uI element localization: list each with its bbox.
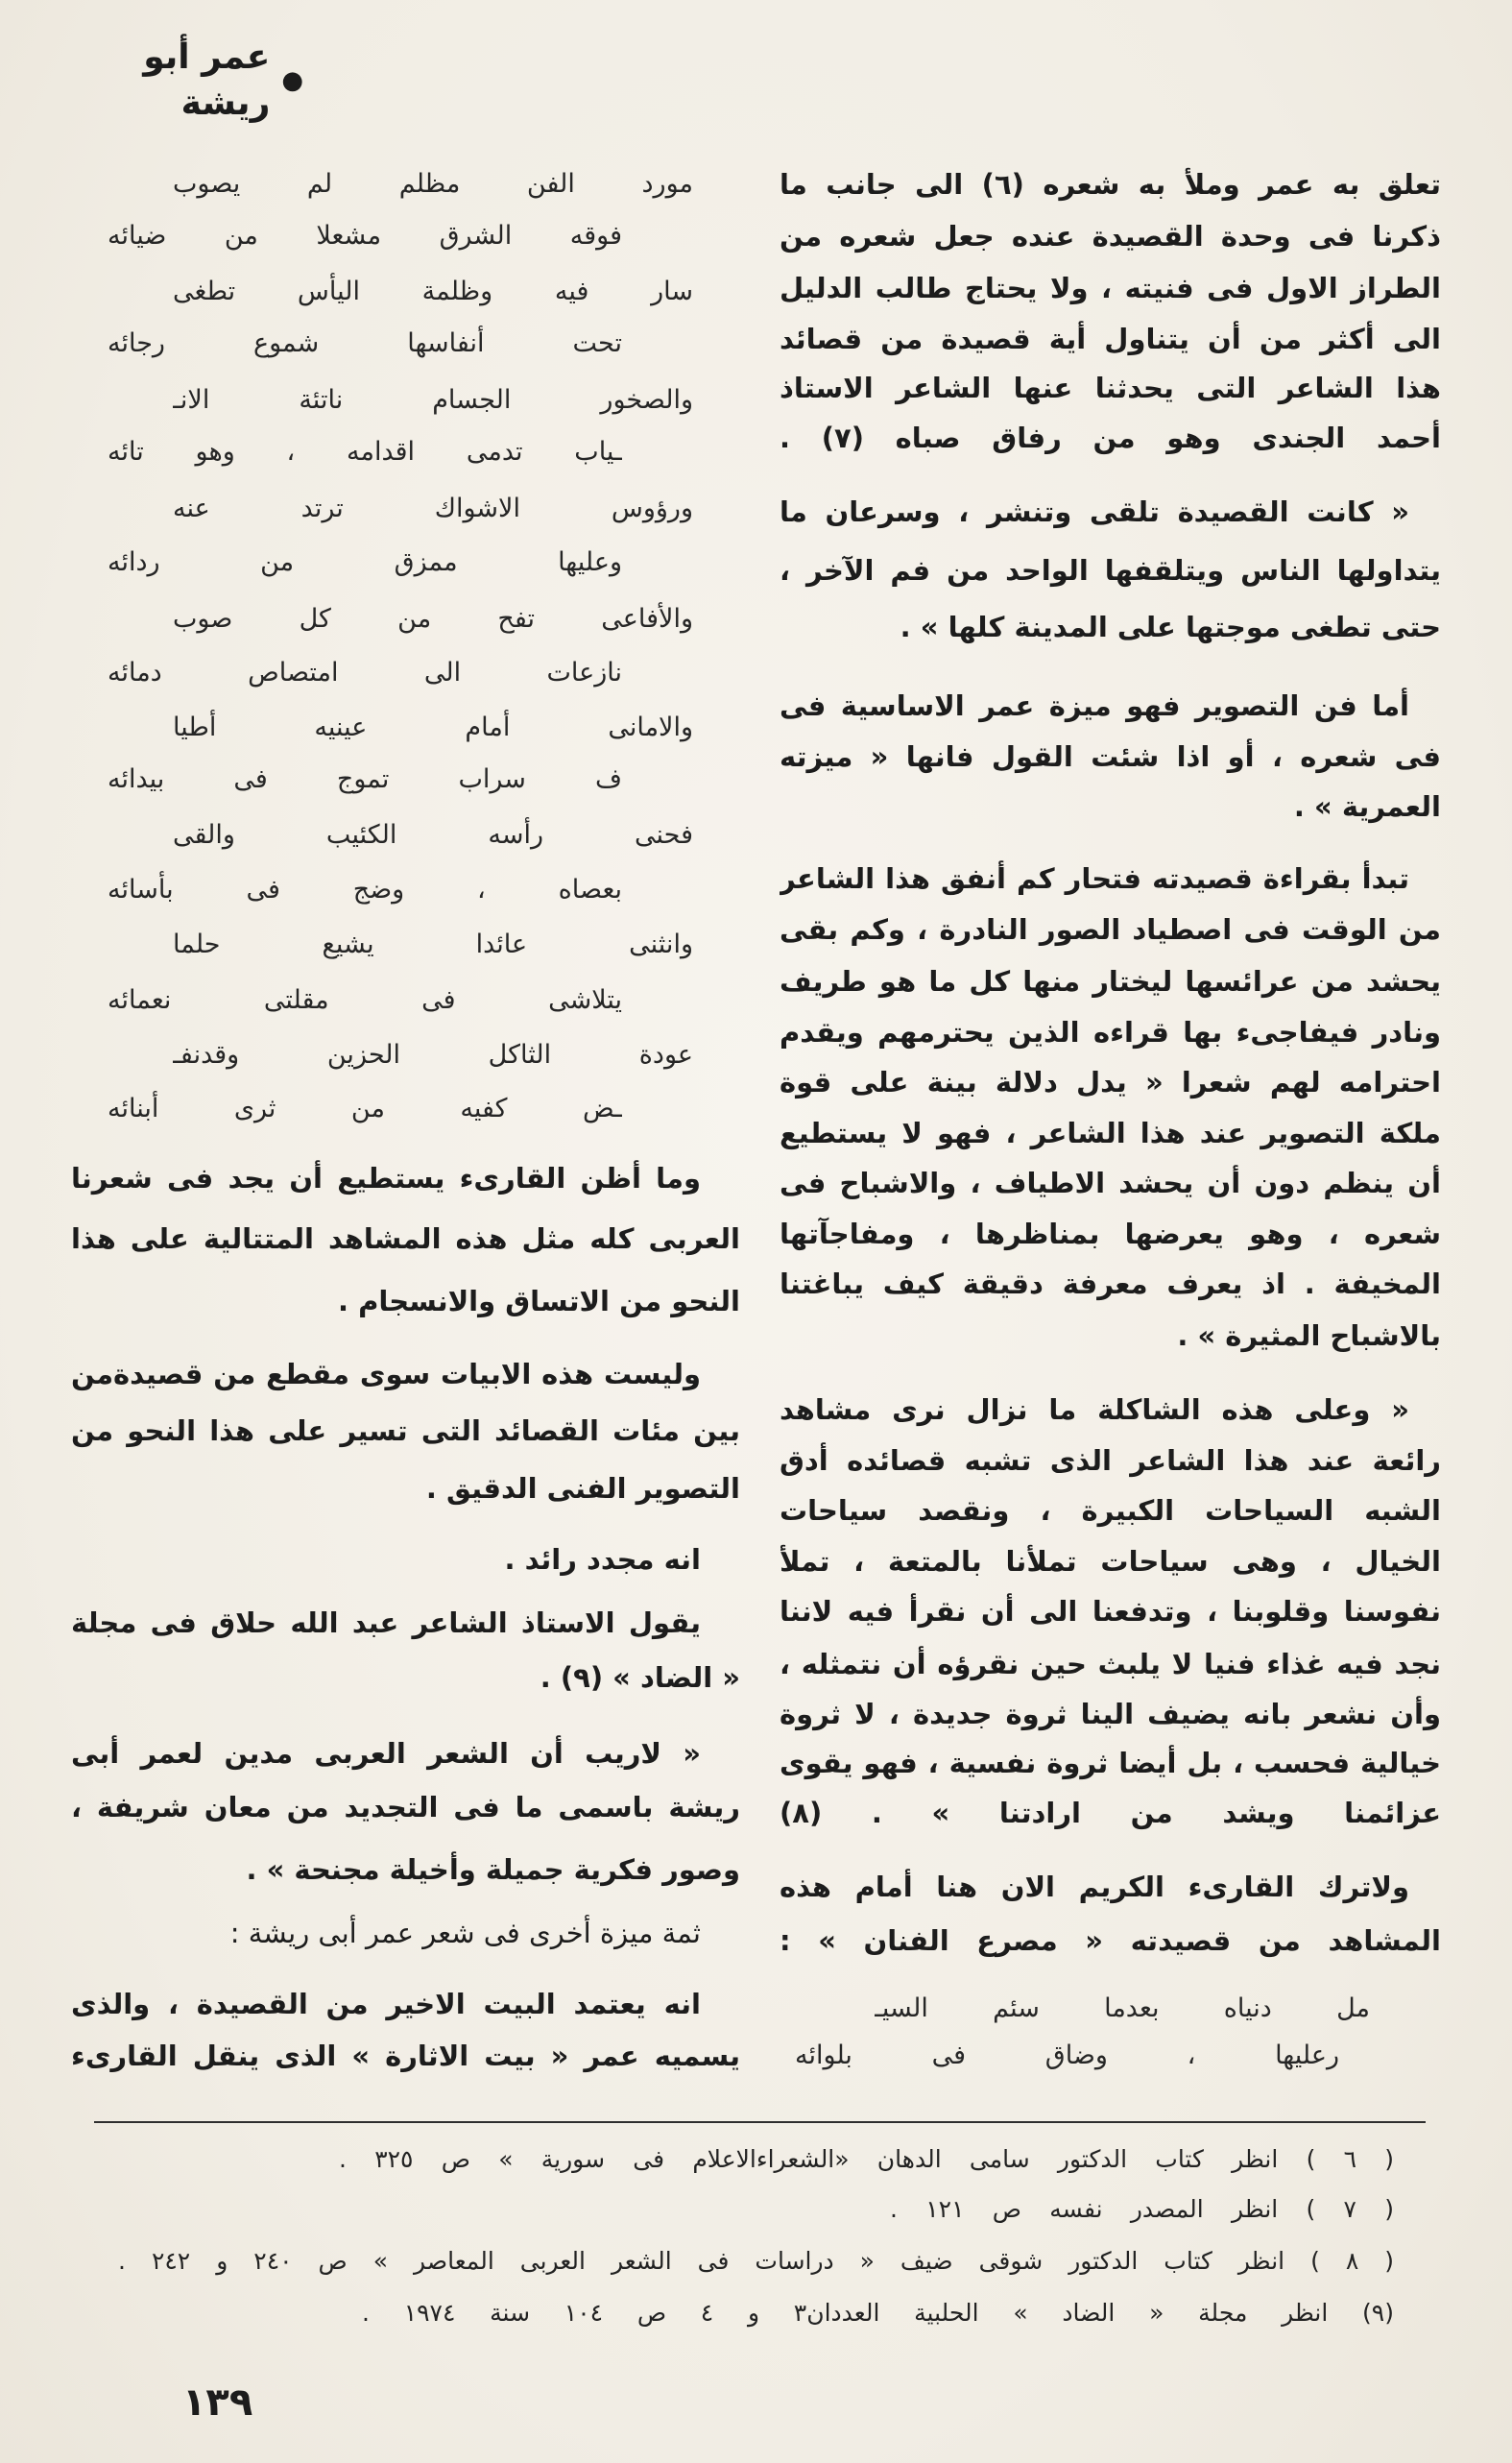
text-line: بين مئات القصائد التى تسير على هذا النحو من xyxy=(71,1414,740,1447)
text-line: ونادر فيفاجىء بها قراءه الذين يحترمهم ويقدم xyxy=(780,1016,1441,1049)
text-line: النحو من الاتساق والانسجام . xyxy=(338,1285,740,1317)
text-line: انه يعتمد البيت الاخير من القصيدة ، والذى xyxy=(71,1988,701,2020)
text-line: أن ينظم دون أن يحشد الاطياف ، والاشباح فى xyxy=(780,1167,1441,1199)
poem-line: والامانى أمام عينيه أطيا xyxy=(173,712,693,742)
text-line: فى شعره ، أو اذا شئت القول فانها « ميزته xyxy=(780,740,1441,773)
text-line: « كانت القصيدة تلقى وتنشر ، وسرعان ما xyxy=(780,495,1409,528)
poem-line: عودة الثاكل الحزين وقدنفـ xyxy=(173,1040,693,1070)
poem-line: مورد الفن مظلم لم يصوب xyxy=(173,169,693,199)
poem-line: نازعات الى امتصاص دمائه xyxy=(108,658,622,688)
text-line: انه مجدد رائد . xyxy=(504,1543,701,1576)
text-line: وأن نشعر بانه يضيف الينا ثروة جديدة ، لا ثروة xyxy=(780,1698,1441,1730)
text-line: ريشة باسمى ما فى التجديد من معان شريفة ، xyxy=(71,1791,740,1823)
footnote: (٩) انظر مجلة « الضاد » الحلبية العددان٣ و ٤ ص ١٠٤ سنة ١٩٧٤ . xyxy=(362,2299,1394,2327)
text-line: عزائمنا ويشد من ارادتنا » . (٨) xyxy=(780,1797,1441,1829)
text-line: هذا الشاعر التى يحدثنا عنها الشاعر الاستاذ xyxy=(780,372,1441,404)
text-line: ذكرنا فى وحدة القصيدة عنده جعل شعره من xyxy=(780,220,1441,253)
text-line: المشاهد من قصيدته « مصرع الفنان » : xyxy=(780,1924,1441,1957)
text-line: يحشد من عرائسها ليختار منها كل ما هو طريف xyxy=(780,965,1441,998)
text-line: أحمد الجندى وهو من رفاق صباه (٧) . xyxy=(780,422,1441,454)
text-line: احترامه لهم شعرا « يدل دلالة بينة على قوة xyxy=(780,1066,1441,1099)
poem-line: ورؤوس الاشواك ترتد عنه xyxy=(173,494,693,523)
text-line: أما فن التصوير فهو ميزة عمر الاساسية فى xyxy=(780,689,1409,722)
poem-line: ـياب تدمى اقدامه ، وهو تائه xyxy=(108,437,622,467)
text-line: الشبه السياحات الكبيرة ، ونقصد سياحات xyxy=(780,1494,1441,1527)
poem-line: ف سراب تموج فى بيدائه xyxy=(108,764,622,794)
text-line: بالاشباح المثيرة » . xyxy=(1177,1319,1441,1352)
poem-line: والصخور الجسام ناتئة الانـ xyxy=(173,385,693,415)
text-line: الى أكثر من أن يتناول أية قصيدة من قصائد xyxy=(780,323,1441,355)
footnote: ( ٦ ) انظر كتاب الدكتور سامى الدهان «الشعراءالاعلام فى سورية » ص ٣٢٥ . xyxy=(339,2145,1394,2173)
text-line: ثمة ميزة أخرى فى شعر عمر أبى ريشة : xyxy=(229,1917,701,1949)
text-line: « وعلى هذه الشاكلة ما نزال نرى مشاهد xyxy=(780,1393,1409,1426)
poem-line: فوقه الشرق مشعلا من ضيائه xyxy=(108,221,622,251)
poem-line: سار فيه وظلمة اليأس تطغى xyxy=(173,277,693,306)
running-header-title: عمر أبو ريشة xyxy=(143,37,271,123)
text-line: من الوقت فى اصطياد الصور النادرة ، وكم بقى xyxy=(780,913,1441,946)
poem-line: رعليها ، وضاق فى بلوائه xyxy=(795,2040,1339,2070)
poem-line: بعصاه ، وضج فى بأسائه xyxy=(108,875,622,905)
footnote-separator xyxy=(94,2121,1426,2123)
footnote: ( ٧ ) انظر المصدر نفسه ص ١٢١ . xyxy=(890,2195,1394,2223)
text-line: العربى كله مثل هذه المشاهد المتتالية على هذا xyxy=(71,1222,740,1255)
text-line: ولاترك القارىء الكريم الان هنا أمام هذه xyxy=(780,1871,1409,1903)
poem-line: فحنى رأسه الكئيب والقى xyxy=(173,820,693,850)
text-line: تعلق به عمر وملأ به شعره (٦) الى جانب ما xyxy=(780,168,1441,201)
poem-line: وعليها ممزق من ردائه xyxy=(108,547,622,577)
poem-line: يتلاشى فى مقلتى نعمائه xyxy=(108,985,622,1015)
text-line: وصور فكرية جميلة وأخيلة مجنحة » . xyxy=(246,1853,740,1886)
text-line: تبدأ بقراءة قصيدته فتحار كم أنفق هذا الشاعر xyxy=(780,862,1409,895)
page-number: ١٣٩ xyxy=(182,2380,253,2425)
footnote: ( ٨ ) انظر كتاب الدكتور شوقى ضيف « دراسات فى الشعر العربى المعاصر » ص ٢٤٠ و ٢٤٢ . xyxy=(118,2247,1394,2275)
text-line: يقول الاستاذ الشاعر عبد الله حلاق فى مجلة xyxy=(71,1606,701,1639)
text-line: نجد فيه غذاء فنيا لا يلبث حين نقرؤه أن نتمثله ، xyxy=(780,1648,1441,1680)
poem-line: مل دنياه بعدما سئم السيـ xyxy=(875,1993,1370,2023)
text-line: وليست هذه الابيات سوى مقطع من قصيدةمن xyxy=(71,1358,701,1390)
text-line: وما أظن القارىء يستطيع أن يجد فى شعرنا xyxy=(71,1162,701,1195)
running-header xyxy=(54,37,303,123)
text-line: المخيفة . اذ يعرف معرفة دقيقة كيف يباغتنا xyxy=(780,1268,1441,1300)
text-line: خيالية فحسب ، بل أيضا ثروة نفسية ، فهو يقوى xyxy=(780,1747,1441,1779)
text-line: رائعة عند هذا الشاعر الذى تشبه قصائده أدق xyxy=(780,1444,1441,1477)
text-line: العمرية » . xyxy=(1293,790,1441,823)
text-line: حتى تطغى موجتها على المدينة كلها » . xyxy=(900,611,1441,643)
text-line: نفوسنا وقلوبنا ، وتدفعنا الى أن نقرأ فيه لاننا xyxy=(780,1595,1441,1628)
bullet-icon: ● xyxy=(281,66,303,95)
text-line: التصوير الفنى الدقيق . xyxy=(425,1472,740,1505)
poem-line: وانثنى عائدا يشيع حلما xyxy=(173,930,693,959)
text-line: شعره ، وهو يعرضها بمناظرها ، ومفاجآتها xyxy=(780,1218,1441,1250)
text-line: الخيال ، وهى سياحات تملأنا بالمتعة ، تملأ xyxy=(780,1545,1441,1578)
text-line: « الضاد » (٩) . xyxy=(540,1661,740,1694)
text-line: ملكة التصوير عند هذا الشاعر ، فهو لا يستطيع xyxy=(780,1117,1441,1149)
poem-line: ـض كفيه من ثرى أبنائه xyxy=(108,1094,622,1123)
text-line: « لاريب أن الشعر العربى مدين لعمر أبى xyxy=(71,1737,701,1770)
poem-line: تحت أنفاسها شموع رجائه xyxy=(108,328,622,358)
text-line: الطراز الاول فى فنيته ، ولا يحتاج طالب الدليل xyxy=(780,272,1441,304)
text-line: يسميه عمر « بيت الاثارة » الذى ينقل القارىء xyxy=(71,2040,740,2072)
poem-line: والأفاعى تفح من كل صوب xyxy=(173,604,693,634)
text-line: يتداولها الناس ويتلقفها الواحد من فم الآخر ، xyxy=(780,554,1441,587)
